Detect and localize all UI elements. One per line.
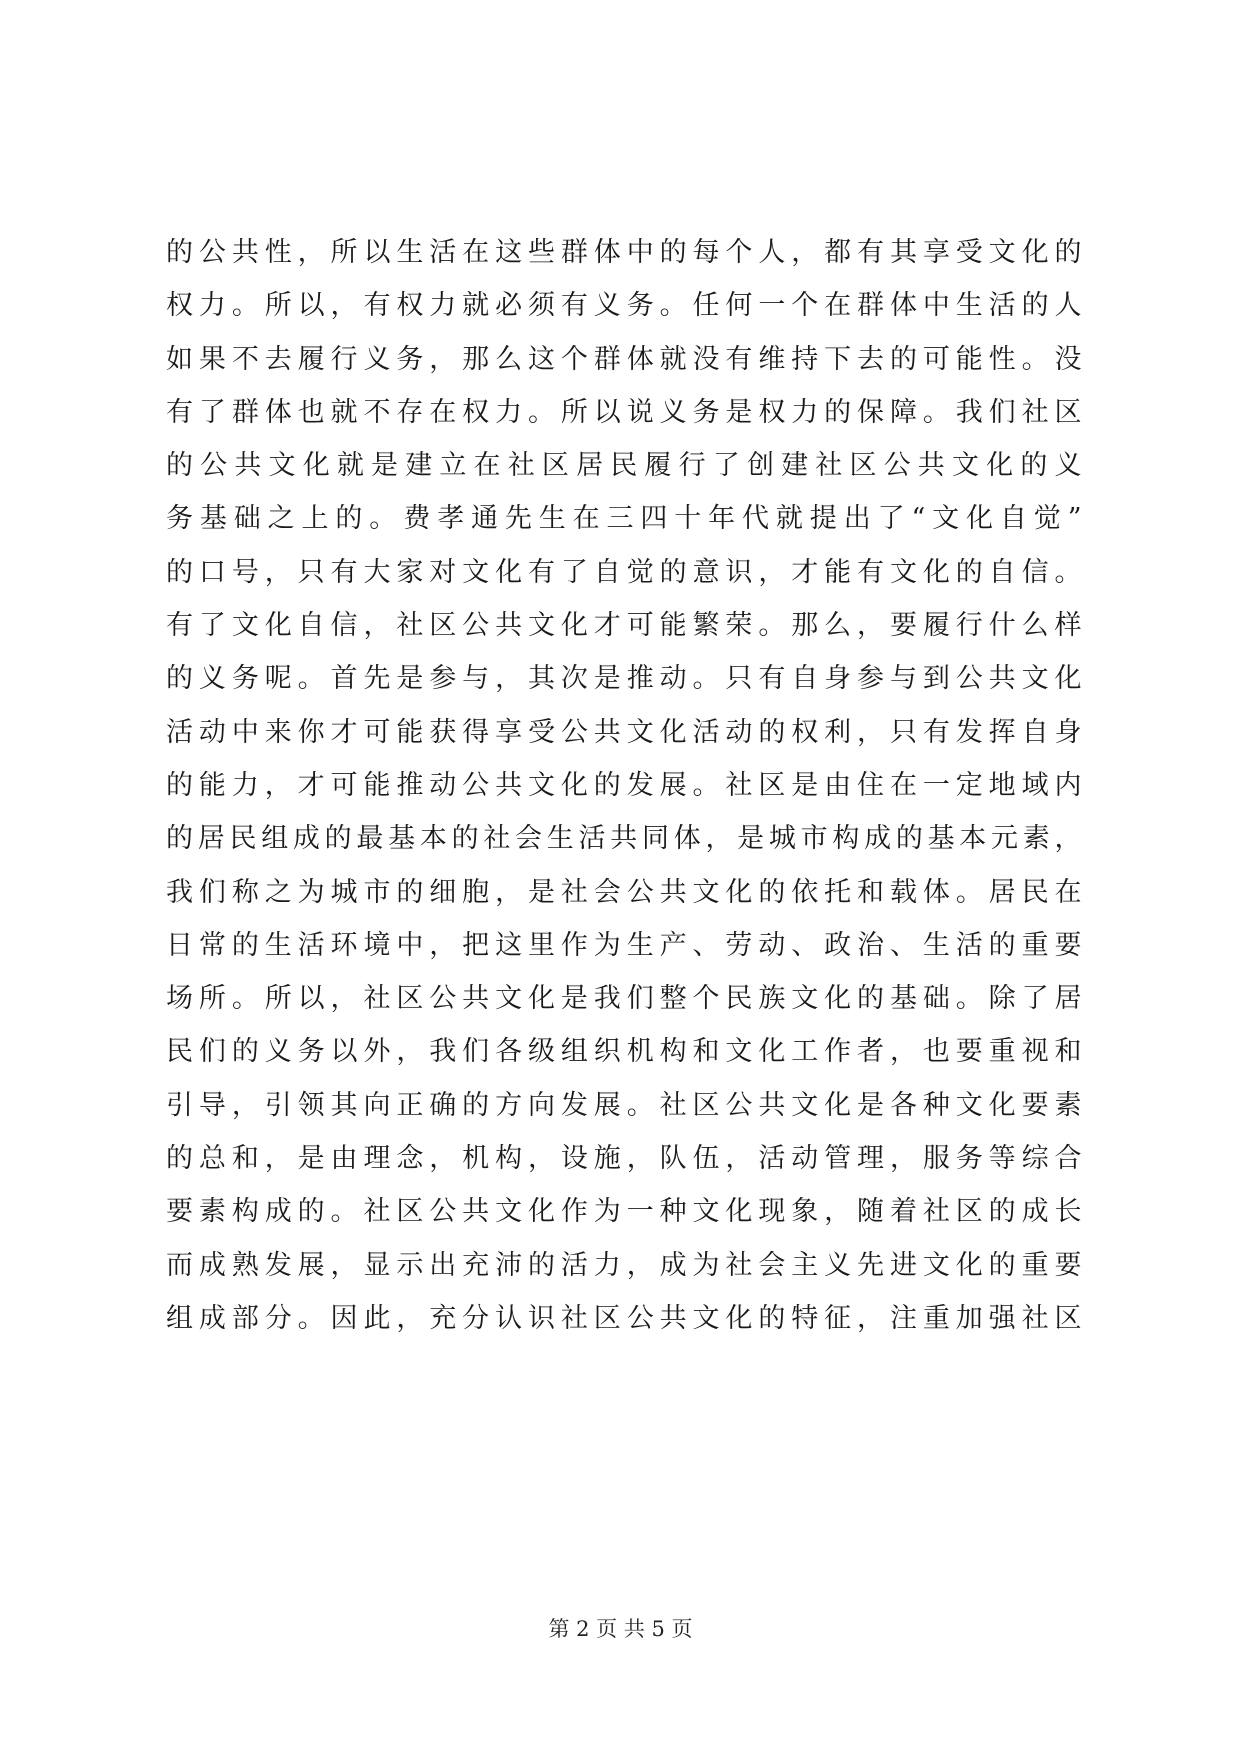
text-line: 务基础之上的。费孝通先生在三四十年代就提出了“文化自觉” (166, 503, 1082, 535)
text-line: 日常的生活环境中，把这里作为生产、劳动、政治、生活的重要 (166, 929, 1082, 961)
text-line: 民们的义务以外，我们各级组织机构和文化工作者，也要重视和 (166, 1036, 1082, 1068)
text-line: 如果不去履行义务，那么这个群体就没有维持下去的可能性。没 (166, 343, 1082, 375)
text-line: 有了文化自信，社区公共文化才可能繁荣。那么，要履行什么样 (166, 610, 1082, 642)
text-line: 场所。所以，社区公共文化是我们整个民族文化的基础。除了居 (166, 983, 1082, 1015)
text-line: 的居民组成的最基本的社会生活共同体，是城市构成的基本元素， (166, 823, 1082, 855)
text-line: 的口号，只有大家对文化有了自觉的意识，才能有文化的自信。 (166, 556, 1082, 588)
text-line: 活动中来你才可能获得享受公共文化活动的权利，只有发挥自身 (166, 716, 1082, 748)
text-line: 的义务呢。首先是参与，其次是推动。只有自身参与到公共文化 (166, 663, 1082, 695)
text-line: 有了群体也就不存在权力。所以说义务是权力的保障。我们社区 (166, 396, 1082, 428)
text-line: 组成部分。因此，充分认识社区公共文化的特征，注重加强社区 (166, 1302, 1082, 1334)
page-number-footer: 第 2 页 共 5 页 (548, 1617, 693, 1641)
text-line: 的公共文化就是建立在社区居民履行了创建社区公共文化的义 (166, 450, 1082, 482)
text-line: 的能力，才可能推动公共文化的发展。社区是由住在一定地域内 (166, 769, 1082, 801)
text-line: 引导，引领其向正确的方向发展。社区公共文化是各种文化要素 (166, 1089, 1082, 1121)
text-line: 的总和，是由理念，机构，设施，队伍，活动管理，服务等综合 (166, 1143, 1082, 1175)
text-line: 权力。所以，有权力就必须有义务。任何一个在群体中生活的人 (166, 290, 1082, 322)
text-line: 要素构成的。社区公共文化作为一种文化现象，随着社区的成长 (166, 1196, 1082, 1228)
text-line: 而成熟发展，显示出充沛的活力，成为社会主义先进文化的重要 (166, 1249, 1082, 1281)
body-paragraph (166, 226, 1082, 1345)
text-line: 的公共性，所以生活在这些群体中的每个人，都有其享受文化的 (166, 237, 1082, 268)
text-line: 我们称之为城市的细胞，是社会公共文化的依托和载体。居民在 (166, 876, 1082, 908)
